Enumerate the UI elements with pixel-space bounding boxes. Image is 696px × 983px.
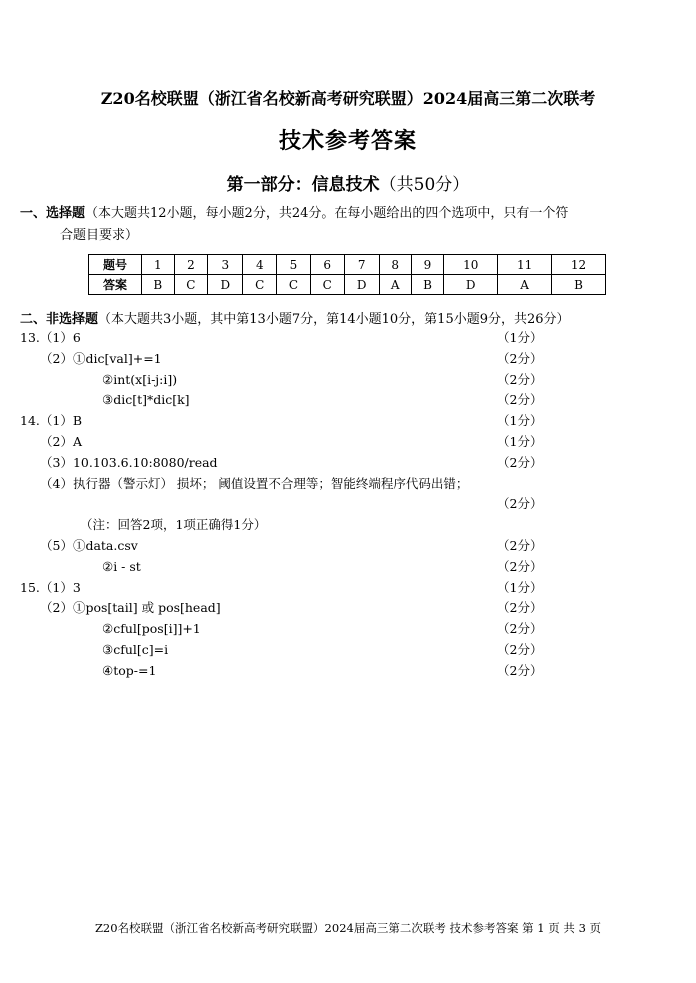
answer-text: ②int(x[i-j:i]) — [102, 371, 178, 387]
answer-line — [20, 453, 580, 474]
question-number: 1 — [142, 255, 175, 275]
answer-text: ③cful[c]=i — [102, 641, 169, 657]
answer-text: ③dic[t]*dic[k] — [102, 392, 190, 408]
answer-line — [20, 640, 580, 661]
answer-cell: B — [411, 275, 444, 295]
answer-text: （2）A — [40, 433, 82, 449]
section-2-title: 二、非选择题 — [20, 312, 99, 327]
answer-score: （2分） — [497, 621, 543, 637]
answer-score: （2分） — [497, 350, 543, 366]
question-number: 4 — [243, 255, 277, 275]
answer-score: （2分） — [497, 600, 543, 616]
question-number: 3 — [208, 255, 243, 275]
section-2-desc: （本大题共3小题，其中第13小题7分，第14小题10分，第15小题9分，共26分） — [98, 312, 570, 327]
answer-table-answer-row — [89, 275, 606, 295]
answer-text: （3）10.103.6.10:8080/read — [40, 454, 218, 470]
answer-text: ②cful[pos[i]]+1 — [102, 621, 201, 637]
answer-score: （2分） — [497, 392, 543, 408]
answer-score: （1分） — [497, 579, 543, 595]
answer-cell: D — [344, 275, 379, 295]
answer-line — [20, 474, 580, 495]
answer-line — [20, 578, 580, 599]
question-number: 11 — [498, 255, 552, 275]
answer-score: （2分） — [497, 496, 543, 512]
answer-line — [20, 619, 580, 640]
answer-cell: C — [277, 275, 311, 295]
answer-score: （1分） — [497, 330, 543, 345]
answer-note: （注：回答2项，1项正确得1分） — [80, 517, 267, 533]
table-header-number: 题号 — [89, 255, 142, 275]
answer-text: （2）①dic[val]+=1 — [40, 350, 162, 366]
answer-cell: D — [208, 275, 243, 295]
question-number: 6 — [310, 255, 344, 275]
answer-cell: A — [379, 275, 411, 295]
answer-text: （5）①data.csv — [40, 537, 138, 553]
answer-line — [20, 349, 580, 370]
answer-score: （2分） — [497, 454, 543, 470]
part-heading-bold: 第一部分：信息技术 — [226, 175, 380, 195]
question-number: 5 — [277, 255, 311, 275]
answer-line — [20, 494, 580, 515]
answer-line — [20, 432, 580, 453]
section-2-heading — [20, 308, 680, 327]
section-1-heading — [20, 203, 660, 247]
answer-line — [20, 598, 580, 619]
answer-text: （2）①pos[tail] 或 pos[head] — [40, 600, 221, 616]
part-heading-points: （共50分） — [379, 175, 470, 195]
question-number: 8 — [379, 255, 411, 275]
answer-cell: D — [444, 275, 498, 295]
question-number: 7 — [344, 255, 379, 275]
question-number: 12 — [552, 255, 606, 275]
answer-text: 13.（1）6 — [20, 330, 81, 345]
answer-score: （2分） — [497, 537, 543, 553]
answer-text: ④top-=1 — [102, 662, 157, 678]
answer-line — [20, 515, 580, 536]
answer-line — [20, 661, 580, 682]
answer-text: （4）执行器（警示灯） 损坏； 阈值设置不合理等；智能终端程序代码出错； — [40, 475, 469, 491]
answer-table — [88, 254, 606, 295]
answer-table-number-row — [89, 255, 606, 275]
part-heading — [0, 170, 696, 195]
answer-cell: C — [174, 275, 208, 295]
question-number: 10 — [444, 255, 498, 275]
section-1-desc-line2: 合题目要求） — [60, 228, 139, 243]
question-number: 2 — [174, 255, 208, 275]
answer-score: （2分） — [497, 558, 543, 574]
answer-cell: A — [498, 275, 552, 295]
question-number: 9 — [411, 255, 444, 275]
answer-line — [20, 370, 580, 391]
page-footer: Z20名校联盟（浙江省名校新高考研究联盟）2024届高三第二次联考 技术参考答案 第 1 页 共 3 页 — [94, 921, 602, 935]
answer-text: 14.（1）B — [20, 413, 83, 429]
answer-line — [20, 390, 580, 411]
section-1-title: 一、选择题 — [20, 206, 86, 221]
document-title: Z20名校联盟（浙江省名校新高考研究联盟）2024届高三第二次联考 — [100, 89, 596, 108]
answer-text: 15.（1）3 — [20, 579, 81, 595]
answer-score: （1分） — [497, 433, 543, 449]
answer-list — [20, 328, 580, 682]
answer-score: （2分） — [497, 662, 543, 678]
answer-line — [20, 557, 580, 578]
answer-score: （2分） — [497, 371, 543, 387]
answer-score: （1分） — [497, 413, 543, 429]
answer-score: （2分） — [497, 641, 543, 657]
answer-cell: C — [310, 275, 344, 295]
answer-cell: B — [142, 275, 175, 295]
answer-line — [20, 536, 580, 557]
answer-text: ②i - st — [102, 558, 141, 574]
document-subtitle: 技术参考答案 — [278, 128, 417, 154]
answer-line — [20, 328, 580, 349]
answer-line — [20, 411, 580, 432]
section-1-desc-line1: （本大题共12小题，每小题2分，共24分。在每小题给出的四个选项中，只有一个符 — [85, 206, 569, 221]
answer-cell: C — [243, 275, 277, 295]
answer-cell: B — [552, 275, 606, 295]
table-header-answer: 答案 — [89, 275, 142, 295]
